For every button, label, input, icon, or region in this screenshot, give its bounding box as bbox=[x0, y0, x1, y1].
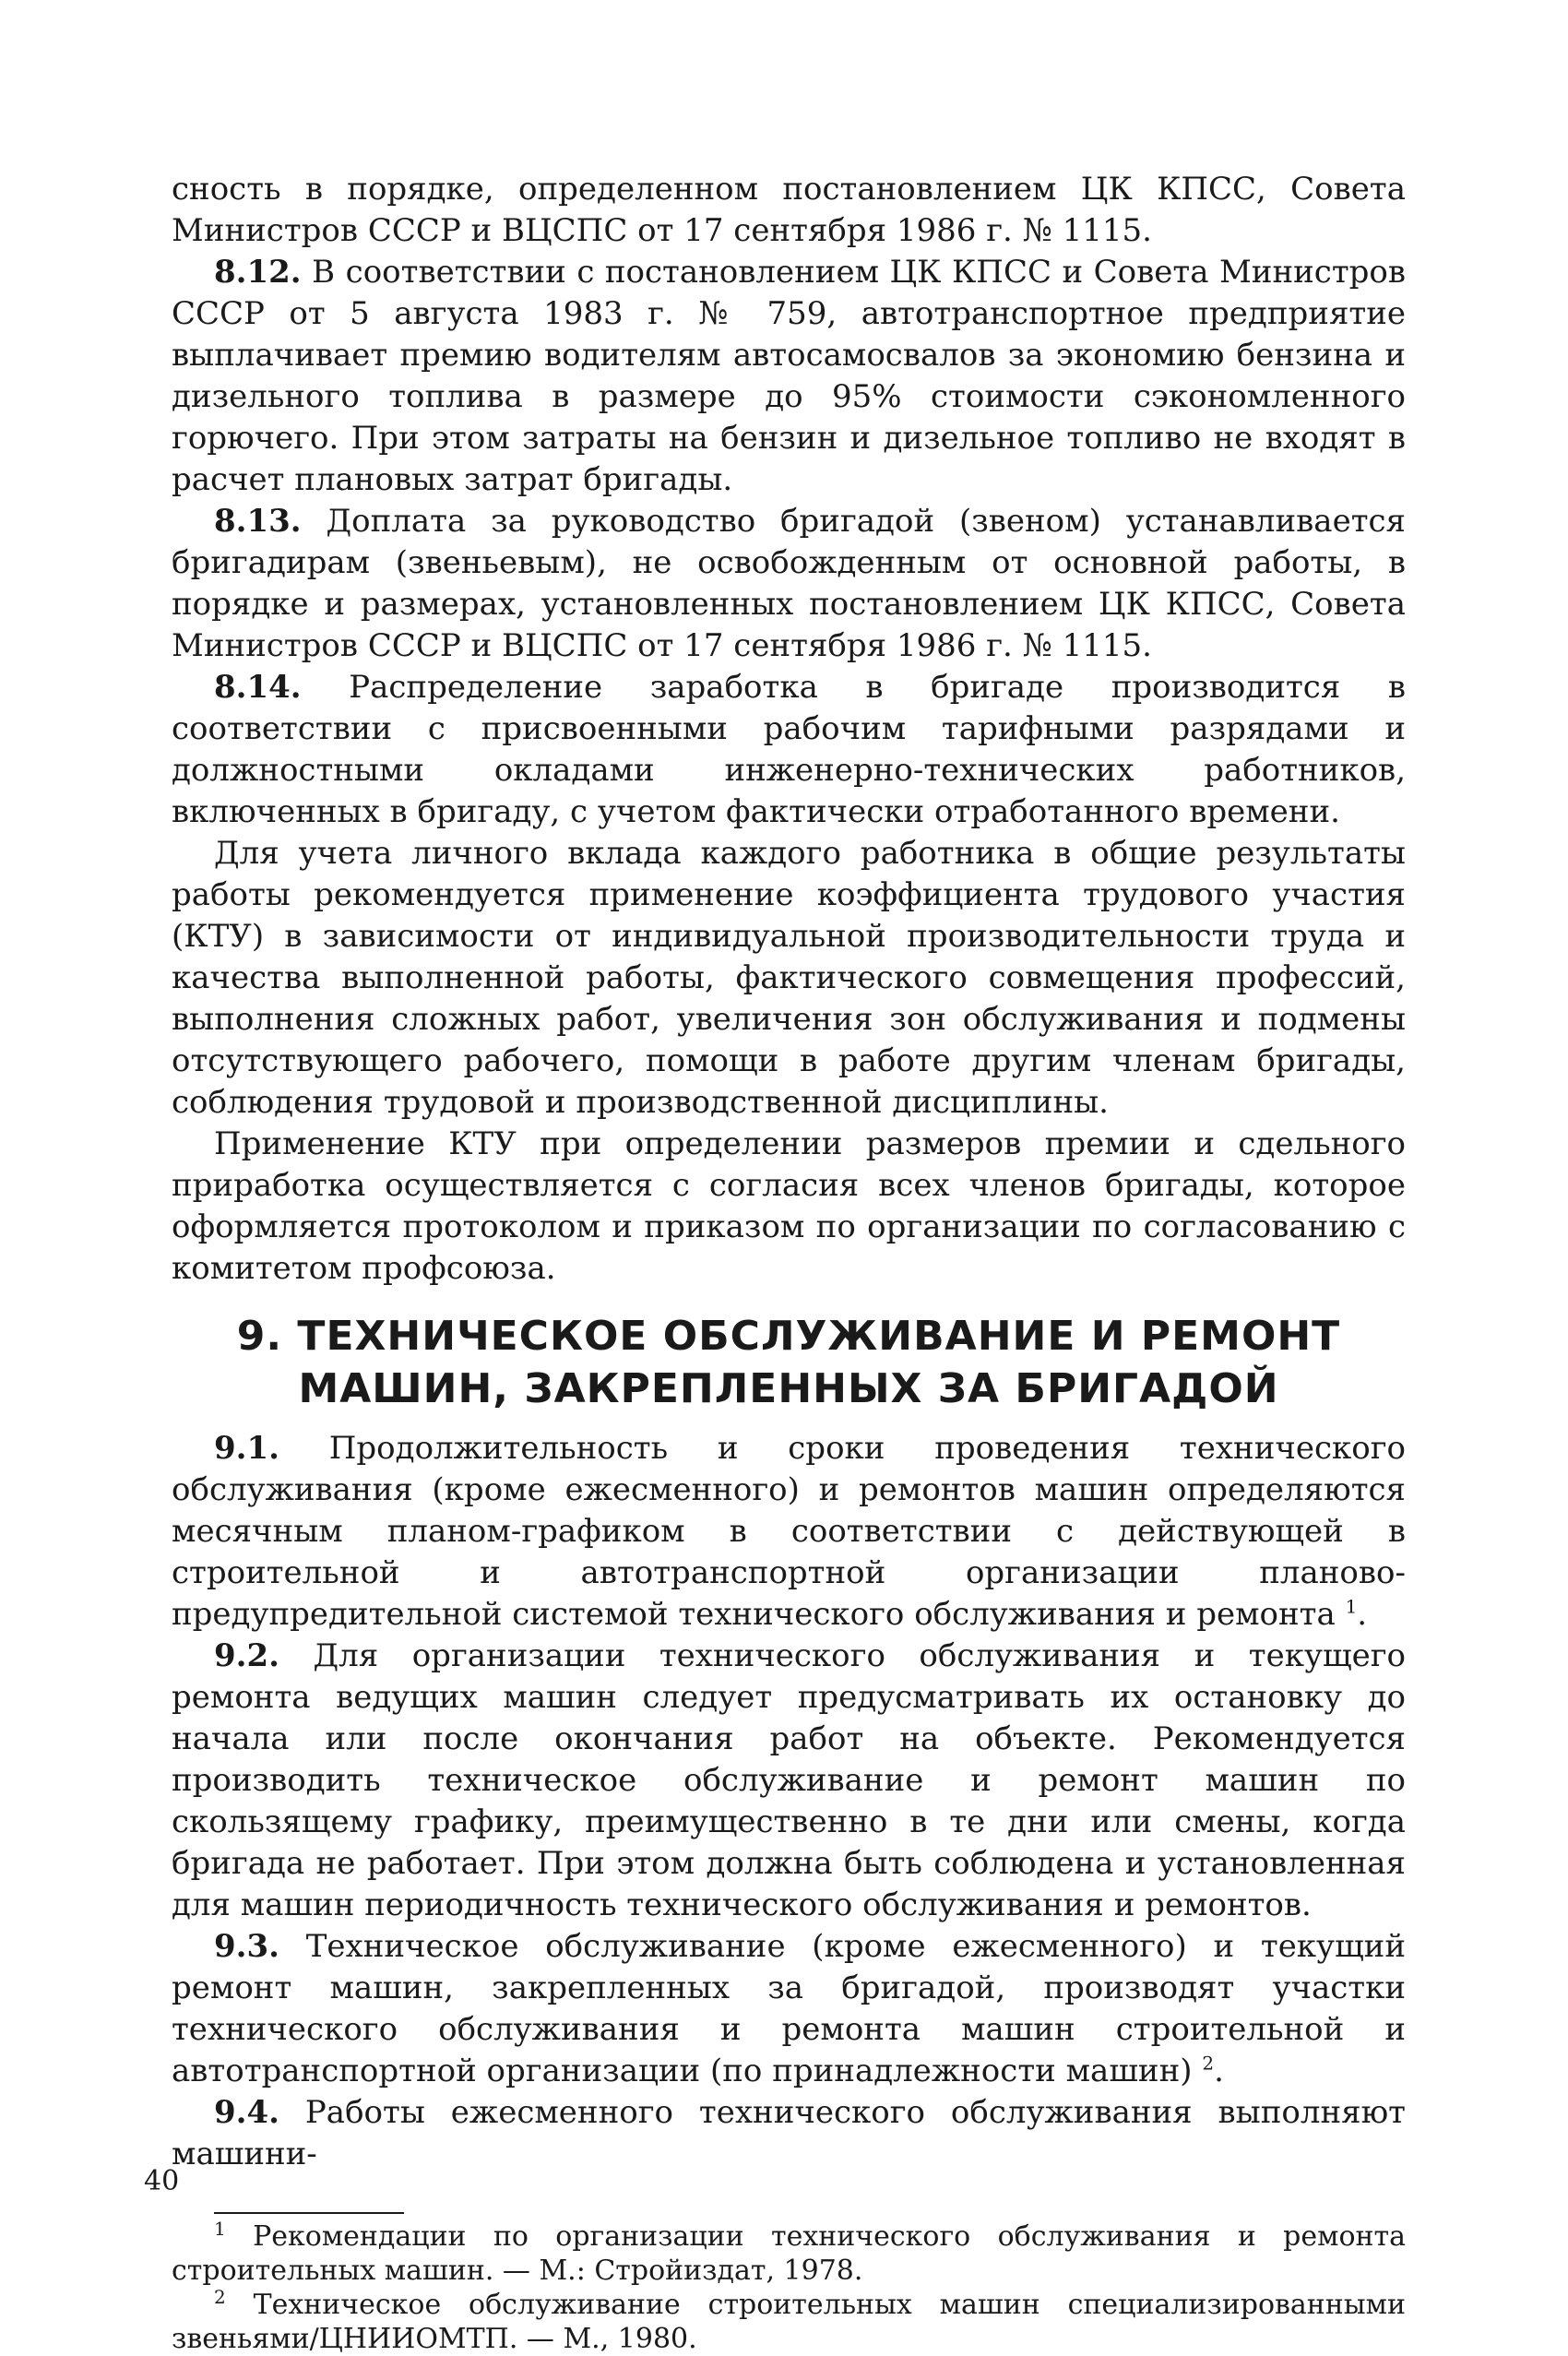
clause-number: 8.12. bbox=[214, 254, 302, 291]
clause-number: 9.1. bbox=[214, 1430, 279, 1467]
footnote-mark: 1 bbox=[214, 2218, 226, 2240]
paragraph-9-4: 9.4. Работы ежесменного технического обслуживания выполняют машини- bbox=[172, 2094, 1406, 2172]
footnotes bbox=[172, 2212, 1406, 2356]
paragraph-8-14: 8.14. Распределение заработка в бригаде производится в соответствии с присвоенными рабочим тарифными разрядами и должностными окладами инженерно-технических работников, включенных в бригаду, с учетом фактически отработанного времени. bbox=[172, 669, 1406, 830]
footnote-ref[interactable]: 2 bbox=[1202, 2052, 1215, 2075]
paragraph-9-2: 9.2. Для организации технического обслуживания и текущего ремонта ведущих машин следует предусматривать их остановку до начала или после окончания работ на объекте. Рекомендуется производить техническое обслуживание и ремонт машин по скользящему графику, преимущественно в те дни или смены, когда бригада не работает. При этом должна быть соблюдена и установленная для машин периодичность технического обслуживания и ремонтов. bbox=[172, 1637, 1407, 1923]
page-body bbox=[172, 169, 1406, 2356]
section-heading: 9. ТЕХНИЧЕСКОЕ ОБСЛУЖИВАНИЕ И РЕМОНТ МАШИН, ЗАКРЕПЛЕННЫХ ЗА БРИГАДОЙ bbox=[236, 1313, 1341, 1412]
clause-number: 8.14. bbox=[214, 669, 302, 706]
footnote-2: $^2$ Техническое обслуживание строительных машин специализированными звеньями/ЦНИИОМТП. — М., 1980. bbox=[172, 2286, 1406, 2355]
paragraph-8-13: 8.13. Доплата за руководство бригадой (звеном) устанавливается бригадирам (звеньевым), не освобожденным от основной работы, в порядке и размерах, установленных постановлением ЦК КПСС, Совета Министров СССР и ВЦСПС от 17 сентября 1986 г. № 1115. bbox=[172, 503, 1406, 664]
clause-number: 8.13. bbox=[214, 503, 302, 540]
footnote-mark: 2 bbox=[214, 2286, 226, 2308]
paragraph-9-1: 9.1. Продолжительность и сроки проведения технического обслуживания (кроме ежесменного) и ремонтов машин определяются месячным планом-графиком в соответствии с действующей в строительной и автотранспортной организации планово-предупредительной системой технического обслуживания и ремонта $^1$. bbox=[172, 1430, 1406, 1633]
clause-number: 9.3. bbox=[214, 1928, 279, 1965]
paragraph-ktu: Для учета личного вклада каждого работника в общие результаты работы рекомендуется применение коэффициента трудового участия (КТУ) в зависимости от индивидуальной производительности труда и качества выполненной работы, фактического совмещения профессий, выполнения сложных работ, увеличения зон обслуживания и подмены отсутствующего рабочего, помощи в работе другим членам бригады, соблюдения трудовой и производственной дисциплины. bbox=[172, 835, 1406, 1121]
footnote-ref[interactable]: 1 bbox=[1345, 1595, 1358, 1618]
paragraph-8-12: 8.12. В соответствии с постановлением ЦК КПСС и Совета Министров СССР от 5 августа 1983 г. № 759, автотранспортное предприятие выплачивает премию водителям автосамосвалов за экономию бензина и дизельного топлива в размере до 95% стоимости сэкономленного горючего. При этом затраты на бензин и дизельное топливо не входят в расчет плановых затрат бригады. bbox=[172, 254, 1406, 498]
paragraph-continuation: сность в порядке, определенном постановлением ЦК КПСС, Совета Министров СССР и ВЦСПС от 17 сентября 1986 г. № 1115. bbox=[172, 171, 1406, 249]
paragraph-ktu-application: Применение КТУ при определении размеров премии и сдельного приработка осуществляется с согласия всех членов бригады, которое оформляется протоколом и приказом по организации по согласованию с комитетом профсоюза. bbox=[172, 1125, 1406, 1287]
clause-number: 9.4. bbox=[214, 2094, 279, 2131]
page-number: 40 bbox=[144, 2165, 180, 2197]
footnote-1: $^1$ Рекомендации по организации технического обслуживания и ремонта строительных машин. — М.: Стройиздат, 1978. bbox=[172, 2218, 1406, 2287]
footnote-divider bbox=[214, 2212, 404, 2214]
clause-number: 9.2. bbox=[214, 1637, 279, 1674]
paragraph-9-3: 9.3. Техническое обслуживание (кроме ежесменного) и текущий ремонт машин, закрепленных за бригадой, производят участки технического обслуживания и ремонта машин строительной и автотранспортной организации (по принадлежности машин) $^2$. bbox=[172, 1928, 1406, 2089]
